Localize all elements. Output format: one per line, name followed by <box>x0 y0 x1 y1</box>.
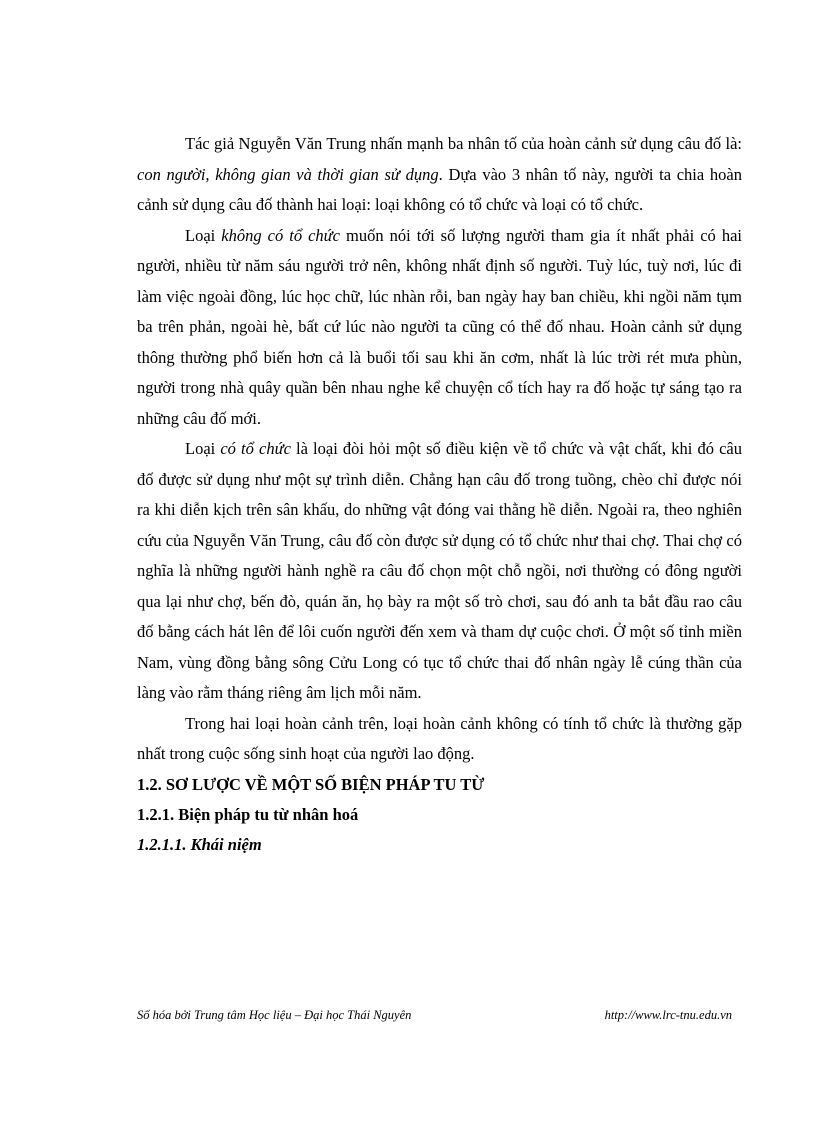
page-footer <box>137 1008 732 1023</box>
paragraph-3-text-b: là loại đòi hỏi một số điều kiện về tổ chức và vật chất, khi đó câu đố được sử dụng như một sự trình diễn. Chẳng hạn câu đố trong tuồng, chèo chỉ được nói ra khi diễn kịch trên sân khấu, do những vật đóng vai thằng hề diễn. Ngoài ra, theo nghiên cứu của Nguyễn Văn Trung, câu đố còn được sử dụng có tổ chức như thai chợ. Thai chợ có nghĩa là những người hành nghề ra câu đố chọn một chỗ ngồi, nơi thường có đông người qua lại như chợ, bến đò, quán ăn, họ bày ra một số trò chơi, sau đó anh ta bắt đầu rao câu đố bằng cách hát lên để lôi cuốn người đến xem và tham dự cuộc chơi. Ở một số tỉnh miền Nam, vùng đồng bằng sông Cửu Long có tục tổ chức thai đố nhân ngày lễ cúng thần của làng vào rằm tháng riêng âm lịch mỗi năm. <box>137 439 742 702</box>
document-body <box>137 129 742 860</box>
paragraph-2 <box>137 221 742 435</box>
footer-source: Số hóa bởi Trung tâm Học liệu – Đại học Thái Nguyên <box>137 1008 412 1022</box>
paragraph-2-text-a: Loại <box>185 225 222 245</box>
paragraph-1 <box>137 129 742 221</box>
paragraph-1-text-b: . Dựa vào 3 nhân tố này, người ta chia hoàn cảnh sử dụng câu đố thành hai loại: loại không có tổ chức và loại có tổ chức. <box>137 164 742 214</box>
subsection-heading: 1.2.1. Biện pháp tu từ nhân hoá <box>137 804 359 824</box>
paragraph-1-text-a: Tác giả Nguyễn Văn Trung nhấn mạnh ba nhân tố của hoàn cảnh sử dụng câu đố là: <box>185 134 742 153</box>
footer-url: http://www.lrc-tnu.edu.vn <box>604 1008 732 1022</box>
paragraph-2-emphasis: không có tổ chức <box>221 225 340 245</box>
paragraph-1-emphasis: con người, không gian và thời gian sử dụng <box>137 164 439 184</box>
paragraph-2-text-b: muốn nói tới số lượng người tham gia ít nhất phải có hai người, nhiều từ năm sáu người trở nên, không nhất định số người. Tuỳ lúc, tuỳ nơi, lúc đi làm việc ngoài đồng, lúc học chữ, lúc nhàn rỗi, ban ngày hay ban chiều, khi ngồi năm tụm ba trên phản, ngoài hè, bất cứ lúc nào người ta cũng có thể đố nhau. Hoàn cảnh sử dụng thông thường phổ biến hơn cả là buổi tối sau khi ăn cơm, nhất là lúc trời rét mưa phùn, người trong nhà quây quần bên nhau nghe kể chuyện cổ tích hay ra đố hoặc tự sáng tạo ra những câu đố mới. <box>137 225 742 428</box>
subsubsection-heading: 1.2.1.1. Khái niệm <box>137 834 262 854</box>
paragraph-3-emphasis: có tổ chức <box>220 439 291 458</box>
section-heading: 1.2. SƠ LƯỢC VỀ MỘT SỐ BIỆN PHÁP TU TỪ <box>137 774 485 794</box>
paragraph-4: Trong hai loại hoàn cảnh trên, loại hoàn cảnh không có tính tổ chức là thường gặp nhất trong cuộc sống sinh hoạt của người lao động. <box>137 713 742 763</box>
paragraph-3-text-a: Loại <box>185 439 221 458</box>
paragraph-3 <box>137 434 742 709</box>
